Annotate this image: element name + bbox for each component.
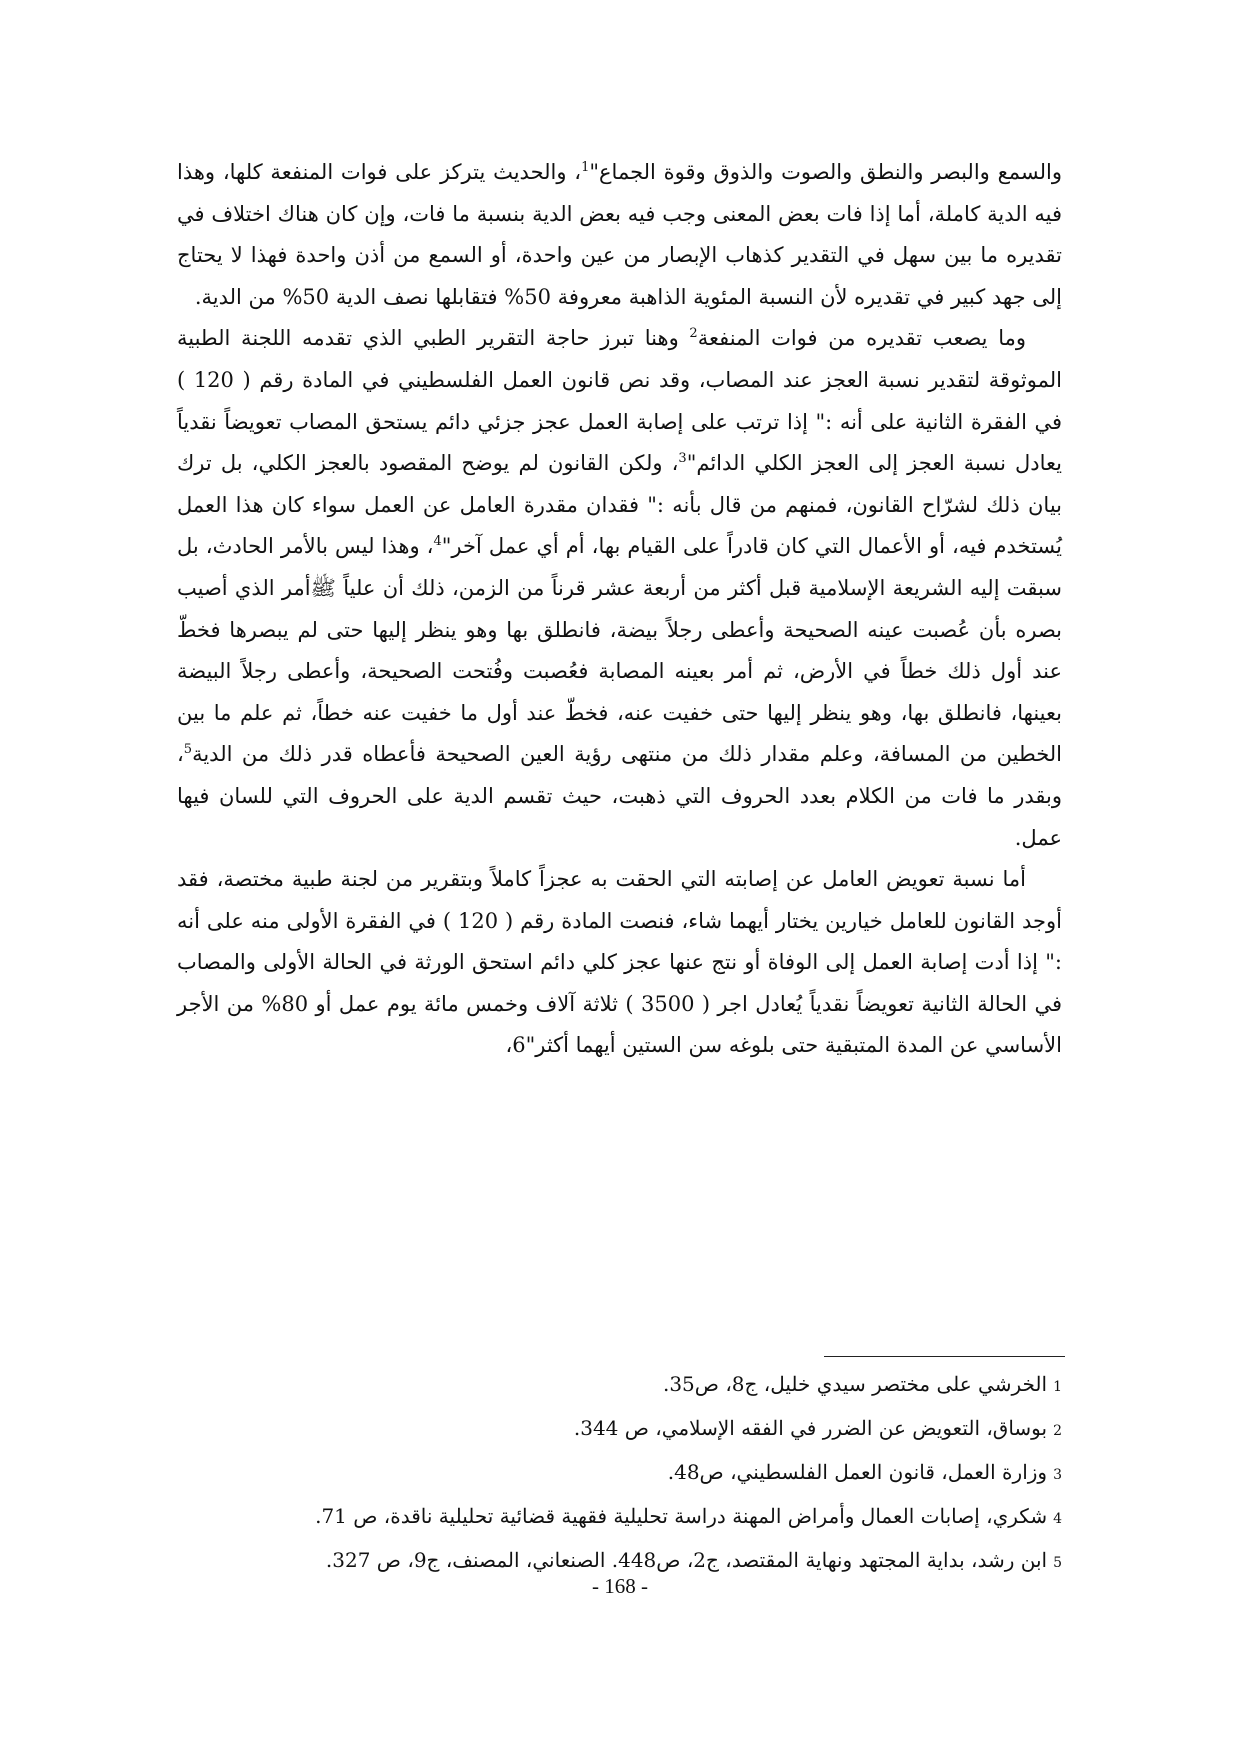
- paragraph-text: أما نسبة تعويض العامل عن إصابته التي الحقت به عجزاً كاملاً وبتقرير من لجنة طبية مختصة، فقد أوجد القانون للعامل خيارين يختار أيهما شاء، فنصت المادة رقم ( 120 ) في الفقرة الأولى منه على أنه :" إذا أدت إصابة العمل إلى الوفاة أو نتج عنها عجز كلي دائم استحق الورثة في الحالة الأولى والمصاب في الحالة الثانية تعويضاً نقدياً يُعادل اجر ( 3500 ) ثلاثة آلاف وخمس مائة يوم عمل أو 80% من الأجر الأساسي عن المدة المتبقية حتى بلوغه سن الستين أيهما أكثر"6،: [177, 867, 1063, 1058]
- paragraph-text: ، وبقدر ما فات من الكلام بعدد الحروف التي ذهبت، حيث تقسم الدية على الحروف التي للسان فيها عمل.: [177, 742, 1062, 850]
- footnote-number: 4: [1053, 1511, 1062, 1527]
- body-text: [177, 152, 1062, 1067]
- footnote-text: شكري، إصابات العمال وأمراض المهنة دراسة تحليلية فقهية قضائية تحليلية ناقدة، ص 71.: [315, 1504, 1048, 1528]
- paragraph-text: ، ولكن القانون لم يوضح المقصود بالعجز الكلي، بل ترك بيان ذلك لشرّاح القانون، فمنهم من قال بأنه :" فقدان مقدرة العامل عن العمل سواء كان هذا العمل يُستخدم فيه، أو الأعمال التي كان قادراً على القيام بها، أم أي عمل آخر": [177, 451, 1063, 559]
- footnote-ref: 1: [581, 160, 590, 175]
- footnote-number: 2: [1053, 1423, 1062, 1439]
- paragraph-text: ، والحديث يتركز على فوات المنفعة كلها، وهذا فيه الدية كاملة، أما إذا فات بعض المعنى وجب فيه بعض الدية بنسبة ما فات، وإن كان هناك اختلاف في تقديره ما بين سهل في التقدير كذهاب الإبصار من عين واحدة، أو السمع من أذن واحدة فهذا لا يحتاج إلى جهد كبير في تقديره لأن النسبة المئوية الذاهبة معروفة 50% فتقابلها نصف الدية 50% من الدية.: [177, 160, 1062, 309]
- paragraph-1: [177, 152, 1062, 318]
- paragraph-3: [177, 859, 1062, 1067]
- footnote-3: [177, 1450, 1062, 1494]
- paragraph-text: والسمع والبصر والنطق والصوت والذوق وقوة الجماع": [589, 160, 1062, 184]
- footnote-text: الخرشي على مختصر سيدي خليل، ج8، ص35.: [662, 1372, 1048, 1396]
- paragraph-text: وما يصعب تقديره من فوات المنفعة: [697, 326, 1026, 351]
- footnote-4: [177, 1494, 1062, 1538]
- paragraph-2: [177, 318, 1062, 859]
- footnote-number: 3: [1053, 1467, 1062, 1483]
- footnote-1: [177, 1362, 1062, 1406]
- footnote-text: بوساق، التعويض عن الضرر في الفقه الإسلامي، ص 344.: [573, 1416, 1048, 1440]
- footnote-number: 5: [1053, 1555, 1062, 1571]
- page-number: - 168 -: [592, 1574, 648, 1598]
- footnote-ref: 2: [689, 326, 698, 342]
- footnotes: [177, 1362, 1062, 1582]
- footnote-ref: 4: [433, 534, 442, 550]
- footnote-separator: [824, 1356, 1065, 1357]
- paragraph-text: ، وهذا ليس بالأمر الحادث، بل سبقت إليه الشريعة الإسلامية قبل أكثر من أربعة عشر قرناً من الزمن، ذلك أن علياً ﷺأمر الذي أصيب بصره بأن عُصبت عينه الصحيحة وأعطى رجلاً بيضة، فانطلق بها وهو ينظر إليها حتى لم يبصرها فخطّ عند أول ذلك خطاً في الأرض، ثم أمر بعينه المصابة فعُصبت وفُتحت الصحيحة، وأعطى رجلاً البيضة بعينها، فانطلق بها، وهو ينظر إليها حتى خفيت عنه، فخطّ عند أول ما خفيت عنه خطاً، ثم علم ما بين الخطين من المسافة، وعلم مقدار ذلك من منتهى رؤية العين الصحيحة فأعطاه قدر ذلك من الدية: [177, 534, 1062, 767]
- paragraph-text: وهنا تبرز حاجة التقرير الطبي الذي تقدمه اللجنة الطبية الموثوقة لتقدير نسبة العجز عند المصاب، وقد نص قانون العمل الفلسطيني في المادة رقم ( 120 ) في الفقرة الثانية على أنه :" إذا ترتب على إصابة العمل عجز جزئي دائم يستحق المصاب تعويضاً نقدياً يعادل نسبة العجز إلى العجز الكلي الدائم": [177, 326, 1062, 476]
- footnote-text: وزارة العمل، قانون العمل الفلسطيني، ص48.: [667, 1460, 1048, 1484]
- footnote-2: [177, 1406, 1062, 1450]
- footnote-number: 1: [1053, 1379, 1062, 1395]
- footnote-text: ابن رشد، بداية المجتهد ونهاية المقتصد، ج2، ص448. الصنعاني، المصنف، ج9، ص 327.: [325, 1548, 1048, 1572]
- footnote-ref: 3: [678, 451, 687, 467]
- footnote-ref: 5: [183, 742, 193, 758]
